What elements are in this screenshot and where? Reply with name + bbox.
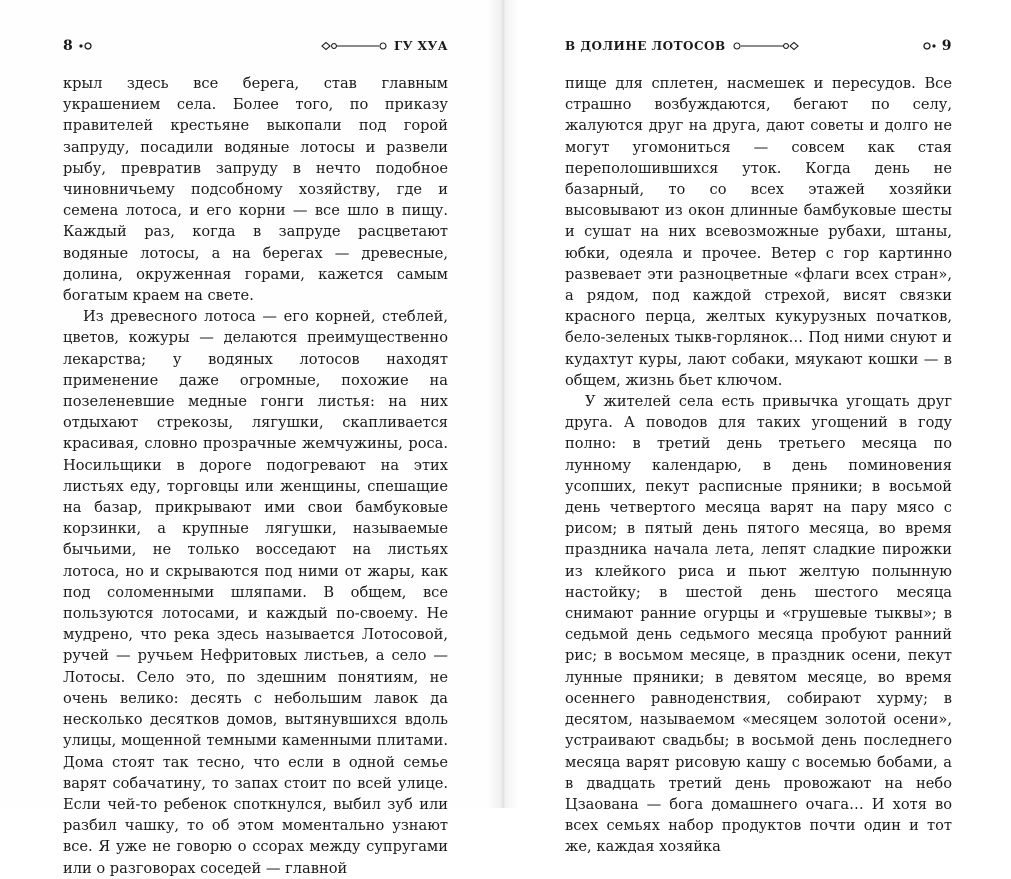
flourish-rule-icon — [731, 41, 799, 51]
dot-ornament-icon — [921, 42, 937, 50]
page-number-right: 9 — [941, 38, 952, 54]
left-running-header — [63, 36, 448, 56]
right-folio — [921, 38, 952, 54]
right-title-group — [565, 39, 799, 53]
left-body-text — [63, 73, 448, 879]
left-title-group — [321, 39, 448, 53]
paragraph: крыл здесь все берега, став главным украшением села. Более того, по приказу правителей крестьяне выкопали под горой запруду, посадили водяные лотосы и развели рыбу, превратив запруду в нечто подобное чиновничьему подсобному хозяйству, где и семена лотоса, и его корни — все шло в пищу. Каждый раз, когда в запруде расцветают водяные лотосы, а на берегах — древесные, долина, окруженная горами, кажется самым богатым краем на свете. — [63, 75, 448, 305]
running-head-author: ГУ ХУА — [393, 39, 448, 53]
paragraph: У жителей села есть привычка угощать друг друга. А поводов для таких угощений в году полно: в третий день третьего месяца по лунному календарю, в день поминовения усопших, пекут расписные пряники; в восьмой день четвертого месяца варят на пару мясо с рисом; в пятый день пятого месяца, во время праздника начала лета, лепят сладкие пирожки из клейкого риса и пьют желтую полынную настойку; в шестой день шестого месяца снимают ранние огурцы и «грушевые тыквы»; в седьмой день седьмого месяца пробуют ранний рис; в восьмом месяце, в праздник осени, пекут лунные пряники; в девятом месяце, во время осеннего равноденствия, собирают хурму; в десятом, называемом «месяцем золотой осени», устраивают свадьбы; в восьмой день последнего месяца варят рисовую кашу с восемью бобами, а в двадцать третий день провожают на небо Цзаована — бога домашнего очага… И хотя во всех семьях набор продуктов почти один и тот же, каждая хозяйка — [565, 393, 952, 856]
left-folio — [63, 38, 94, 54]
running-head-title: В ДОЛИНЕ ЛОТОСОВ — [565, 39, 726, 53]
right-body-text — [565, 73, 952, 858]
dot-ornament-icon — [78, 42, 94, 50]
right-running-header — [565, 36, 952, 56]
left-page — [0, 0, 503, 877]
paragraph: Из древесного лотоса — его корней, стеблей, цветов, кожуры — делаются преимущественно лекарства; у водяных лотосов находят применение даже огромные, похожие на позеленевшие медные гонги листья: на них отдыхают стрекозы, лягушки, скапливается красивая, словно прозрачные жемчужины, роса. Носильщики в дороге подогревают на этих листьях еду, торговцы или женщины, спешащие на базар, прикрывают ими свои бамбуковые корзинки, а крупные лягушки, называемые бычьими, не только восседают на листьях лотоса, но и скрываются под ними от жары, как под соломенными шляпами. В общем, все пользуются лотосами, и каждый по-своему. Не мудрено, что река здесь называется Лотосовой, ручей — ручьем Нефритовых листьев, а село — Лотосы. Село это, по здешним понятиям, не очень велико: десять с небольшим лавок да несколько десятков домов, вытянувшихся вдоль улицы, мощенной темными каменными плитами. Дома стоят так тесно, что если в одной семье варят собачатину, то запах стоит по всей улице. Если чей-то ребенок споткнулся, выбил зуб или разбил чашку, то об этом моментально узнают все. Я уже не говорю о ссорах между супругами или о разговорах соседей — главной — [63, 308, 448, 877]
paragraph: пище для сплетен, насмешек и пересудов. Все страшно возбуждаются, бегают по селу, жалуются друг на друга, дают советы и долго не могут угомониться — совсем как стая переполошившихся уток. Когда день не базарный, то со всех этажей хозяйки высовывают из окон длинные бамбуковые шесты и сушат на них всевозможные рубахи, штаны, юбки, одеяла и прочее. Ветер с гор картинно развевает эти разноцветные «флаги всех стран», а рядом, под каждой стрехой, висят связки красного перца, желтых кукурузных початков, бело-зеленых тыкв-горлянок… Под ними снуют и кудахтут куры, лают собаки, мяукают кошки — в общем, жизнь бьет ключом. — [565, 75, 952, 389]
page-number-left: 8 — [63, 38, 74, 54]
flourish-rule-icon — [321, 41, 389, 51]
right-page — [503, 0, 1011, 856]
